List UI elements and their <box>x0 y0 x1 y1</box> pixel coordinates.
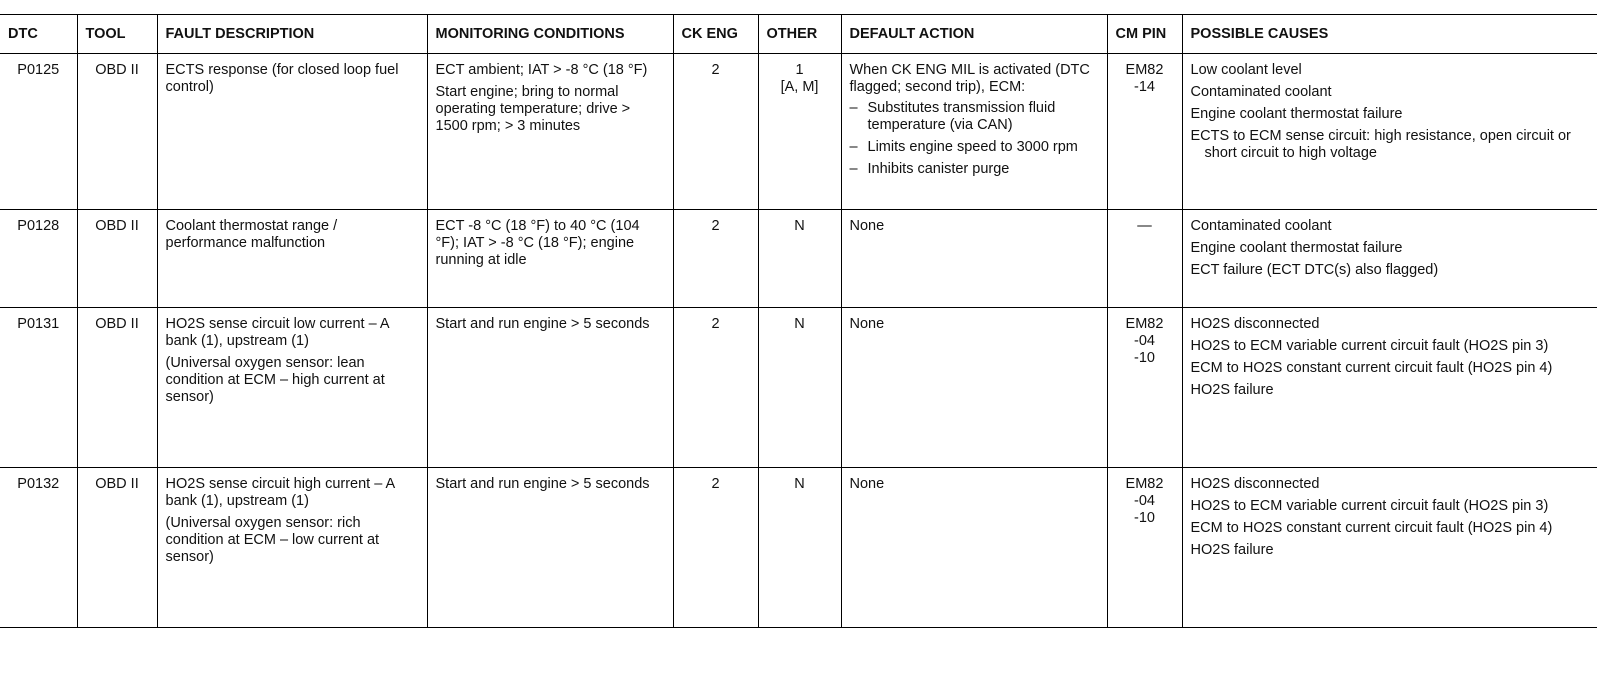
cm-pin-cell <box>1107 308 1182 468</box>
header-dtc: DTC <box>0 15 77 54</box>
default-action-cell <box>841 468 1107 628</box>
fault-text: (Universal oxygen sensor: rich condition at ECM – low current at sensor) <box>165 515 380 565</box>
fault-text: HO2S sense circuit low current – A bank (1), upstream (1) <box>165 316 389 349</box>
monitoring-text: ECT ambient; IAT > -8 °C (18 °F) <box>435 62 648 78</box>
fault-text: ECTS response (for closed loop fuel control) <box>165 62 399 95</box>
tool-cell: OBD II <box>77 468 157 628</box>
monitoring-text: Start and run engine > 5 seconds <box>435 476 650 492</box>
monitoring-conditions-cell <box>427 210 673 308</box>
monitoring-conditions-cell <box>427 308 673 468</box>
possible-cause: Contaminated coolant <box>1190 218 1332 234</box>
cm-pin-cell <box>1107 468 1182 628</box>
tool-cell: OBD II <box>77 308 157 468</box>
fault-description-cell <box>157 468 427 628</box>
cm-pin-value: EM82 <box>1125 62 1164 78</box>
default-action-item: – Inhibits canister purge <box>850 161 1099 178</box>
table-body <box>0 54 1597 628</box>
fault-description-cell <box>157 210 427 308</box>
possible-cause: HO2S to ECM variable current circuit fault (HO2S pin 3) <box>1190 338 1549 354</box>
fault-text: Coolant thermostat range / performance malfunction <box>165 218 338 251</box>
cm-pin-cell <box>1107 210 1182 308</box>
default-action-item: – Substitutes transmission fluid temperature (via CAN) <box>850 100 1099 134</box>
possible-cause: Engine coolant thermostat failure <box>1190 240 1403 256</box>
dtc-code: P0128 <box>0 210 77 308</box>
possible-cause: Engine coolant thermostat failure <box>1190 106 1403 122</box>
possible-causes-cell <box>1182 468 1597 628</box>
header-other: OTHER <box>758 15 841 54</box>
possible-cause: HO2S failure <box>1190 382 1274 398</box>
possible-cause: ECTS to ECM sense circuit: high resistance, open circuit or short circuit to high voltage <box>1190 128 1571 161</box>
fault-text: HO2S sense circuit high current – A bank (1), upstream (1) <box>165 476 395 509</box>
other-cell <box>758 468 841 628</box>
possible-cause: ECT failure (ECT DTC(s) also flagged) <box>1190 262 1439 278</box>
cm-pin-value: -14 <box>1134 79 1155 95</box>
possible-cause: HO2S disconnected <box>1190 476 1320 492</box>
other-value: N <box>794 316 805 332</box>
dtc-code: P0125 <box>0 54 77 210</box>
monitoring-text: Start engine; bring to normal operating temperature; drive > 1500 rpm; > 3 minutes <box>435 84 631 134</box>
ck-eng-cell: 2 <box>673 468 758 628</box>
other-value: N <box>794 476 805 492</box>
possible-causes-cell <box>1182 54 1597 210</box>
header-row <box>0 15 1597 54</box>
header-tool: TOOL <box>77 15 157 54</box>
header-ck-eng: CK ENG <box>673 15 758 54</box>
table-row <box>0 468 1597 628</box>
possible-cause: ECM to HO2S constant current circuit fault (HO2S pin 4) <box>1190 360 1553 376</box>
cm-pin-value: — <box>1137 218 1152 234</box>
cm-pin-value: EM82 <box>1125 316 1164 332</box>
possible-cause: Contaminated coolant <box>1190 84 1332 100</box>
table-row <box>0 54 1597 210</box>
other-value: N <box>794 218 805 234</box>
possible-causes-cell <box>1182 210 1597 308</box>
header-default-action: DEFAULT ACTION <box>841 15 1107 54</box>
default-action-cell <box>841 54 1107 210</box>
monitoring-text: ECT -8 °C (18 °F) to 40 °C (104 °F); IAT > -8 °C (18 °F); engine running at idle <box>435 218 640 268</box>
fault-description-cell <box>157 54 427 210</box>
cm-pin-cell <box>1107 54 1182 210</box>
dtc-code: P0131 <box>0 308 77 468</box>
other-cell <box>758 210 841 308</box>
other-value: 1 <box>795 62 804 78</box>
default-action-text: When CK ENG MIL is activated (DTC flagged; second trip), ECM: <box>849 62 1090 95</box>
default-action-text: None <box>849 218 885 234</box>
header-monitoring-conditions: MONITORING CONDITIONS <box>427 15 673 54</box>
header-cm-pin: CM PIN <box>1107 15 1182 54</box>
dtc-code: P0132 <box>0 468 77 628</box>
tool-cell: OBD II <box>77 210 157 308</box>
table-row <box>0 210 1597 308</box>
monitoring-conditions-cell <box>427 54 673 210</box>
fault-text: (Universal oxygen sensor: lean condition at ECM – high current at sensor) <box>165 355 385 405</box>
cm-pin-value: EM82 <box>1125 476 1164 492</box>
other-cell <box>758 54 841 210</box>
dtc-table <box>0 14 1597 628</box>
default-action-list <box>850 100 1099 178</box>
cm-pin-value: -10 <box>1134 510 1155 526</box>
cm-pin-value: -04 <box>1134 493 1155 509</box>
default-action-text: None <box>849 476 885 492</box>
tool-cell: OBD II <box>77 54 157 210</box>
cm-pin-value: -04 <box>1134 333 1155 349</box>
other-cell <box>758 308 841 468</box>
table-row <box>0 308 1597 468</box>
monitoring-conditions-cell <box>427 468 673 628</box>
ck-eng-cell: 2 <box>673 308 758 468</box>
fault-description-cell <box>157 308 427 468</box>
header-fault-description: FAULT DESCRIPTION <box>157 15 427 54</box>
possible-causes-cell <box>1182 308 1597 468</box>
possible-cause: HO2S disconnected <box>1190 316 1320 332</box>
ck-eng-cell: 2 <box>673 54 758 210</box>
monitoring-text: Start and run engine > 5 seconds <box>435 316 650 332</box>
possible-cause: HO2S to ECM variable current circuit fault (HO2S pin 3) <box>1190 498 1549 514</box>
other-value: [A, M] <box>780 79 819 95</box>
cm-pin-value: -10 <box>1134 350 1155 366</box>
default-action-text: None <box>849 316 885 332</box>
default-action-item: – Limits engine speed to 3000 rpm <box>850 139 1099 156</box>
default-action-cell <box>841 210 1107 308</box>
default-action-cell <box>841 308 1107 468</box>
possible-cause: Low coolant level <box>1190 62 1302 78</box>
header-possible-causes: POSSIBLE CAUSES <box>1182 15 1597 54</box>
possible-cause: ECM to HO2S constant current circuit fault (HO2S pin 4) <box>1190 520 1553 536</box>
possible-cause: HO2S failure <box>1190 542 1274 558</box>
ck-eng-cell: 2 <box>673 210 758 308</box>
